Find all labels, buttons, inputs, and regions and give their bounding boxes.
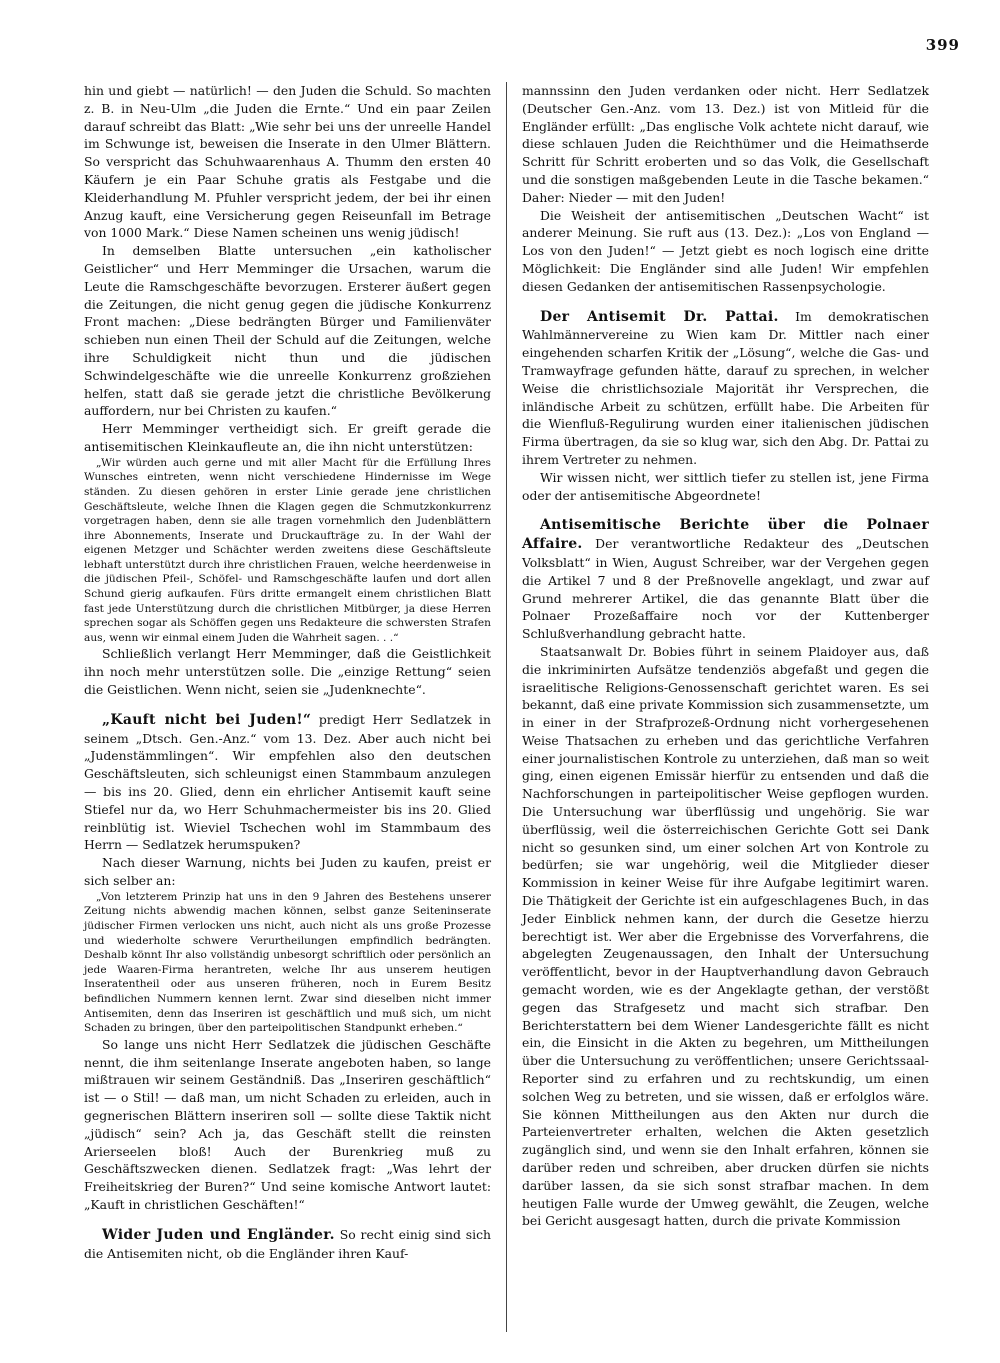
article-text: Im demokratischen Wahlmännervereine zu Wien kam Dr. Mittler nach einer eingehenden scharfen Kritik der „Lösung“, welche die Gas- und Tramwayfrage gefunden hätte, darauf zu sprechen, in welcher Weise die christlichsoziale Majorität ihr Versprechen, die inländische Arbeit zu schützen, erfüllt habe. Die Arbeiten für die Wienfluß-Regulirung wurden einer italienischen jüdischen Firma übertragen, da sie so klug war, sich den Abg. Dr. Pattai zu ihrem Vertreter zu nehmen. [522, 308, 929, 467]
section-gap [84, 699, 491, 711]
article-heading: Wider Juden und Engländer. [102, 1226, 335, 1243]
paragraph: In demselben Blatte untersuchen „ein katholischer Geistlicher“ und Herr Memminger die Ursachen, warum die Leute die Ramschgeschäfte bevorzugen. Ersterer äußert gegen die Zeitungen, die nicht genug gegen die jüdische Konkurrenz Front machen: „Diese bedrängten Bürger und Familienväter schieben nun einen Theil der Schuld auf die Zeitungen, welche ihre Schuldigkeit nicht thun und die jüdischen Schwindelgeschäfte wie die unreelle Konkurrenz großziehen helfen, statt daß sie gerade jetzt die christliche Bevölkerung auffordern, nur bei Christen zu kaufen.“ [84, 243, 491, 419]
column-divider [506, 82, 507, 1332]
right-column [522, 82, 929, 1230]
article-heading: Der Antisemit Dr. Pattai. [540, 308, 779, 325]
article-heading: „Kauft nicht bei Juden!“ [102, 711, 312, 728]
article-paragraph [522, 516, 929, 643]
article-paragraph [84, 1226, 491, 1263]
paragraph: Wir wissen nicht, wer sittlich tiefer zu stellen ist, jene Firma oder der antisemitische Abgeordnete! [522, 469, 929, 503]
paragraph: Staatsanwalt Dr. Bobies führt in seinem Plaidoyer aus, daß die inkriminirten Aufsätze tendenziös abgefaßt und gegen die israelitische Religions-Genossenschaft gerichtet waren. Es sei bekannt, daß eine private Kommission sich zusammensetzte, um in einer in der Strafprozeß-Ordnung nicht vorhergesehenen Weise Thatsachen zu erheben und das gerichtliche Verfahren einer journalistischen Kontrole zu unterziehen, daß man so weit ging, einen eigenen Emissär hierfür zu entsenden und daß die Nachforschungen in parteipolitischer Weise gepflogen wurden. Die Untersuchung war überflüssig und ungehörig. Sie war überflüssig, weil die österreichischen Gerichte Gott sei Dank nicht so gesunken sind, um einer solchen Art von Kontrole zu bedürfen; sie war ungehörig, weil die Mitglieder dieser Kommission in keiner Weise für ihre Aufgabe legitimirt waren. Die Thätigkeit der Gerichte ist ein aufgeschlagenes Buch, in das Jeder Einblick nehmen kann, der durch die Gesetze hierzu berechtigt ist. Wer aber die Ergebnisse des Vorverfahrens, die abgelegten Zeugenaussagen, den Inhalt der Untersuchung veröffentlicht, bevor in der Hauptverhandlung davon Gebrauch gemacht worden, wie es der Angeklagte gethan, der verstößt gegen das Strafgesetz und macht sich strafbar. Den Berichterstattern bei dem Wiener Landesgerichte fällt es nicht ein, die Einsicht in die Akten zu begehren, um Mittheilungen über die Untersuchung zu veröffentlichen; unsere Gerichtssaal-Reporter sind zu erfahren und zu rechtskundig, um einen solchen Weg zu betreten, und sie wissen, daß er erfolglos wäre. Sie können Mittheilungen aus den Akten nur durch die Parteienvertreter erhalten, welchen die Akten gesetzlich zugänglich sind, und wenn sie den Inhalt erfahren, können sie darüber reden und schreiben, aber drucken dürfen sie nichts darüber lassen, da sie sich sonst strafbar machen. In dem heutigen Falle wurde der Umweg gewählt, die Zeugen, welche bei Gericht ausgesagt hatten, durch die private Kommission [522, 643, 929, 1229]
article-paragraph [522, 308, 929, 469]
page-number: 399 [925, 36, 960, 54]
article-text: So recht einig sind sich die Antisemiten nicht, ob die Engländer ihren Kauf- [84, 1226, 491, 1261]
paragraph: Herr Memminger vertheidigt sich. Er greift gerade die antisemitischen Kleinkaufleute an, die ihn nicht unterstützen: [84, 421, 491, 454]
article-text: Der verantwortliche Redakteur des „Deutschen Volksblatt“ in Wien, August Schreiber, war der Vergehen gegen die Artikel 7 und 8 der Preßnovelle angeklagt, und zwar auf Grund mehrerer Artikel, die das genannte Blatt über die Polnaer Prozeßaffaire noch vor der Kuttenberger Schlußverhandlung gebracht hatte. [522, 536, 929, 642]
article-heading: Antisemitische Berichte über die Polnaer Affaire. [522, 517, 929, 553]
paragraph: Die Weisheit der antisemitischen „Deutschen Wacht“ ist anderer Meinung. Sie ruft aus (13. Dez.): „Los von England — Los von den Juden!“ — Jetzt giebt es noch logisch eine dritte Möglichkeit: Die Engländer sind alle Juden! Wir empfehlen diesen Gedanken der antisemitischen Rassenpsychologie. [522, 207, 929, 294]
section-gap [84, 1214, 491, 1226]
paragraph: hin und giebt — natürlich! — den Juden die Schuld. So machten z. B. in Neu-Ulm „die Juden die Ernte.“ Und ein paar Zeilen darauf schreibt das Blatt: „Wie sehr bei uns der unreelle Handel im Schwunge ist, beweisen die Inserate in den Ulmer Blättern. So verspricht das Schuhwaarenhaus A. Thumm den ersten 40 Käufern je ein Paar Schuhe gratis als Festgabe und die Kleiderhandlung M. Pfuhler verspricht jedem, der bei ihr einen Anzug kauft, eine Versicherung gegen Reiseunfall im Betrage von 1000 Mark.“ Diese Namen scheinen uns wenig jüdisch! [84, 83, 491, 241]
paragraph: mannssinn den Juden verdanken oder nicht. Herr Sedlatzek (Deutscher Gen.-Anz. vom 13. Dez.) ist von Mitleid für die Engländer erfüllt: „Das englische Volk achtete nicht darauf, wie diese schlauen Juden die Reichthümer und die Heimathserde Schritt für Schritt eroberten und so das Volk, die Gesellschaft und die sonstigen maßgebenden Leute in die Tasche bekamen.“ Daher: Nieder — mit den Juden! [522, 83, 929, 205]
quotation: „Von letzterem Prinzip hat uns in den 9 Jahren des Bestehens unserer Zeitung nichts abwendig machen können, selbst ganze Seiteninserate jüdischer Firmen verlocken uns nicht, auch nicht als uns große Prozesse und wiederholte schwere Verurtheilungen empfindlich bedrängten. Deshalb könnt Ihr also vollständig unbesorgt schriftlich oder persönlich an jede Waaren-Firma herantreten, welche Ihr aus unserem heutigen Inseratentheil oder aus unseren früheren, noch in Eurem Besitz befindlichen Nummern kennen lernt. Zwar sind dieselben nicht immer Antisemiten, denn das Inseriren ist geschäftlich und muß sich, um nicht Schaden zu bringen, über den parteipolitischen Standpunkt erheben.“ [84, 890, 491, 1035]
section-gap [522, 296, 929, 308]
paragraph: So lange uns nicht Herr Sedlatzek die jüdischen Geschäfte nennt, die ihm seitenlange Inserate angeboten haben, so lange mißtrauen wir seinem Geständniß. Das „Inseriren geschäftlich“ ist — o Stil! — daß man, um nicht Schaden zu erleiden, auch in gegnerischen Blättern inseriren soll — sollte diese Taktik nicht „jüdisch“ sein? Ach ja, das Geschäft stellt die reinsten Arierseelen bloß! Auch der Burenkrieg muß zu Geschäftszwecken dienen. Sedlatzek fragt: „Was lehrt der Freiheitskrieg der Buren?“ Und seine komische Antwort lautet: „Kauft in christlichen Geschäften!“ [84, 1036, 491, 1212]
paragraph: Schließlich verlangt Herr Memminger, daß die Geistlichkeit ihn noch mehr unterstützen solle. Die „einzige Rettung“ seien die Geistlichen. Wenn nicht, seien sie „Judenknechte“. [84, 646, 491, 698]
section-gap [522, 504, 929, 516]
article-paragraph [84, 711, 491, 854]
left-column [84, 82, 491, 1262]
article-text: predigt Herr Sedlatzek in seinem „Dtsch. Gen.-Anz.“ vom 13. Dez. Aber auch nicht bei „Judenstämmlingen“. Wir empfehlen also den deutschen Geschäftsleuten, sich schleunigst einen Stammbaum anzulegen — bis ins 20. Glied, denn ein ehrlicher Antisemit kauft seine Stiefel nur da, wo Herr Schuhmachermeister bis ins 20. Glied reinblütig ist. Wieviel Tschechen wohl im Stammbaum des Herrn — Sedlatzek herumspuken? [84, 711, 491, 853]
paragraph: Nach dieser Warnung, nichts bei Juden zu kaufen, preist er sich selber an: [84, 855, 491, 889]
quotation: „Wir würden auch gerne und mit aller Macht für die Erfüllung Ihres Wunsches eintreten, wenn nicht verschiedene Hindernisse im Wege ständen. Zu diesen gehören in erster Linie gerade jene christlichen Geschäftsleute, welche Ihnen die Klagen gegen die Schmutzkonkurrenz vorgetragen haben, denn sie alle tragen vornehmlich den Judenblättern ihre Abonnements, Inserate und Druckaufträge zu. In der Wahl der eigenen Metzger und Schächter werden zweitens diese Geschäftsleute lebhaft unterstützt durch ihre christlichen Frauen, welche heerdenweise in die jüdischen Pfeil-, Schöfel- und Ramschgeschäfte laufen und dort allen Schund gierig aufkaufen. Fürs dritte ermangelt einem christlichen Blatt fast jede Unterstützung durch die christlichen Mitbürger, ja diese Herren sprechen sogar als Schöffen gegen uns Redakteure die schwersten Strafen aus, wenn wir einmal einem Juden die Wahrheit sagen. . .“ [84, 456, 491, 644]
